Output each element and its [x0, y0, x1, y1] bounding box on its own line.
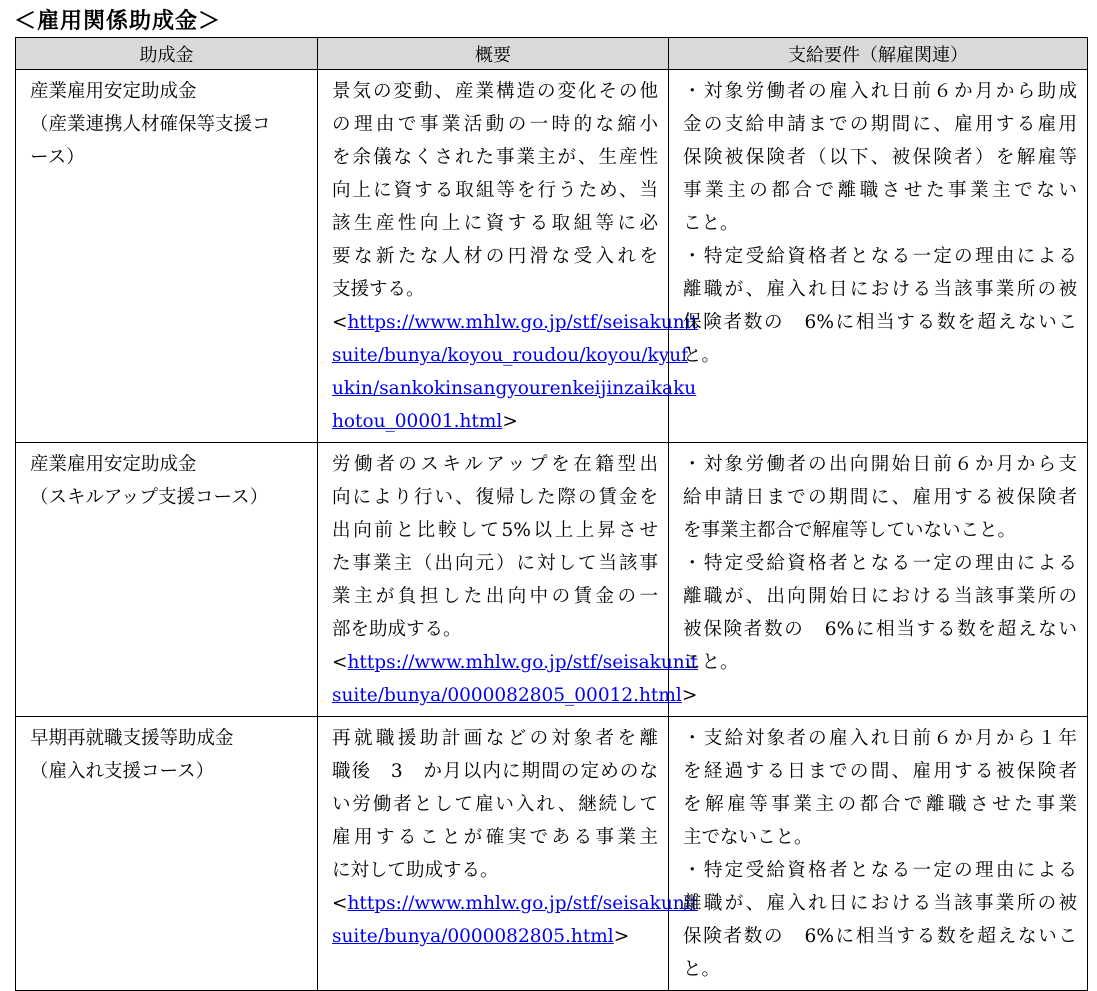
- summary-line: 業主が負担した出向中の賃金の一: [332, 586, 658, 607]
- requirements-cell: [669, 443, 1088, 717]
- subsidy-name-line: 産業雇用安定助成金: [30, 454, 197, 475]
- requirements-cell: [669, 70, 1088, 443]
- subsidy-name-cell: [16, 443, 318, 717]
- summary-cell: [318, 70, 699, 443]
- summary-line: た事業主（出向元）に対して当該事: [332, 553, 658, 574]
- summary-line: 向上に資する取組等を行うため、当: [332, 180, 658, 201]
- section-heading: ＜雇用関係助成金＞: [14, 9, 222, 34]
- summary-cell: [318, 443, 699, 717]
- subsidy-name-line: 産業雇用安定助成金: [30, 81, 197, 102]
- summary-line: い労働者として雇い入れ、継続して: [332, 794, 658, 815]
- url-part[interactable]: https://www.mhlw.go.jp/stf/seisakunit: [347, 893, 699, 914]
- requirement-line: 被保険者数の 6%に相当する数を超えない: [683, 619, 1077, 640]
- subsidy-name-line: （雇入れ支援コース）: [30, 761, 215, 782]
- column-header-subsidy: 助成金: [16, 38, 318, 70]
- reference-link-cont[interactable]: [332, 339, 688, 372]
- column-header-requirements: 支給要件（解雇関連）: [669, 38, 1088, 70]
- summary-line: 景気の変動、産業構造の変化その他: [332, 81, 658, 102]
- column-header-summary: 概要: [318, 38, 669, 70]
- summary-line: の理由で事業活動の一時的な縮小: [332, 114, 658, 135]
- requirement-line: ・特定受給資格者となる一定の理由による: [683, 860, 1077, 881]
- requirement-line: と。: [683, 959, 721, 980]
- url-part[interactable]: suite/bunya/0000082805_00012.html: [332, 685, 682, 706]
- url-part[interactable]: https://www.mhlw.go.jp/stf/seisakunit: [347, 652, 699, 673]
- requirement-line: ・特定受給資格者となる一定の理由による: [683, 246, 1077, 267]
- url-part[interactable]: hotou_00001.html: [332, 411, 503, 432]
- requirement-line: 離職が、出向開始日における当該事業所の: [683, 586, 1077, 607]
- summary-line: 向により行い、復帰した際の賃金を: [332, 487, 658, 508]
- subsidy-table: [15, 37, 1088, 991]
- requirements-cell: [669, 717, 1088, 991]
- subsidy-name-line: （スキルアップ支援コース）: [30, 487, 269, 508]
- reference-link-cont[interactable]: [332, 372, 697, 405]
- url-part[interactable]: suite/bunya/koyou_roudou/koyou/kyuf: [332, 345, 688, 366]
- summary-line: 職後 3 か月以内に期間の定めのな: [332, 761, 658, 782]
- requirement-line: を経過する日までの間、雇用する被保険者: [683, 761, 1077, 782]
- requirement-line: 保険被保険者（以下、被保険者）を解雇等: [683, 147, 1077, 168]
- summary-line: 出向前と比較して5%以上上昇させ: [332, 520, 658, 541]
- requirement-line: ・対象労働者の雇入れ日前６か月から助成: [683, 81, 1077, 102]
- summary-line: に対して助成する。: [332, 860, 499, 881]
- reference-link-cont[interactable]: hotou_00001.html>: [332, 411, 518, 432]
- requirement-line: こと。: [683, 213, 739, 234]
- summary-line: 労働者のスキルアップを在籍型出: [332, 454, 658, 475]
- summary-line: 雇用することが確実である事業主: [332, 827, 658, 848]
- subsidy-name-cell: [16, 70, 318, 443]
- summary-line: 再就職援助計画などの対象者を離: [332, 728, 658, 749]
- summary-line: を余儀なくされた事業主が、生産性: [332, 147, 658, 168]
- summary-cell: [318, 717, 699, 991]
- reference-link[interactable]: <https://www.mhlw.go.jp/stf/seisakunit: [332, 652, 699, 673]
- requirement-line: ・支給対象者の雇入れ日前６か月から１年: [683, 728, 1077, 749]
- table-row: [16, 717, 1088, 991]
- subsidy-name-cell: [16, 717, 318, 991]
- subsidy-name-line: 早期再就職支援等助成金: [30, 728, 234, 749]
- requirement-line: こと。: [683, 652, 739, 673]
- table-row: [16, 443, 1088, 717]
- summary-line: 部を助成する。: [332, 619, 462, 640]
- requirement-line: 離職が、雇入れ日における当該事業所の被: [683, 279, 1077, 300]
- requirement-line: 保険者数の 6%に相当する数を超えないこ: [683, 926, 1077, 947]
- summary-line: 該生産性向上に資する取組等に必: [332, 213, 658, 234]
- url-part[interactable]: ukin/sankokinsangyourenkeijinzaikaku: [332, 378, 697, 399]
- table-header-row: [16, 38, 1088, 70]
- summary-line: 要な新たな人材の円滑な受入れを: [332, 246, 658, 267]
- requirement-line: 事業主の都合で離職させた事業主でない: [683, 180, 1077, 201]
- requirement-line: を事業主都合で解雇等していないこと。: [683, 520, 1017, 541]
- summary-line: 支援する。: [332, 279, 425, 300]
- reference-link[interactable]: <https://www.mhlw.go.jp/stf/seisakunit: [332, 893, 699, 914]
- url-part[interactable]: https://www.mhlw.go.jp/stf/seisakunit: [347, 312, 699, 333]
- subsidy-name-line: ース）: [30, 147, 85, 168]
- requirement-line: と。: [683, 345, 721, 366]
- requirement-line: ・対象労働者の出向開始日前６か月から支: [683, 454, 1077, 475]
- requirement-line: を解雇等事業主の都合で離職させた事業: [683, 794, 1077, 815]
- reference-link-cont[interactable]: suite/bunya/0000082805.html>: [332, 926, 630, 947]
- reference-link-cont[interactable]: suite/bunya/0000082805_00012.html>: [332, 685, 698, 706]
- subsidy-name-line: （産業連携人材確保等支援コ: [30, 114, 271, 135]
- url-part[interactable]: suite/bunya/0000082805.html: [332, 926, 614, 947]
- table-row: [16, 70, 1088, 443]
- requirement-line: 給申請日までの期間に、雇用する被保険者: [683, 487, 1077, 508]
- requirement-line: 保険者数の 6%に相当する数を超えないこ: [683, 312, 1077, 333]
- requirement-line: 主でないこと。: [683, 827, 813, 848]
- reference-link[interactable]: <https://www.mhlw.go.jp/stf/seisakunit: [332, 312, 699, 333]
- requirement-line: ・特定受給資格者となる一定の理由による: [683, 553, 1077, 574]
- requirement-line: 金の支給申請までの期間に、雇用する雇用: [683, 114, 1077, 135]
- requirement-line: 離職が、雇入れ日における当該事業所の被: [683, 893, 1077, 914]
